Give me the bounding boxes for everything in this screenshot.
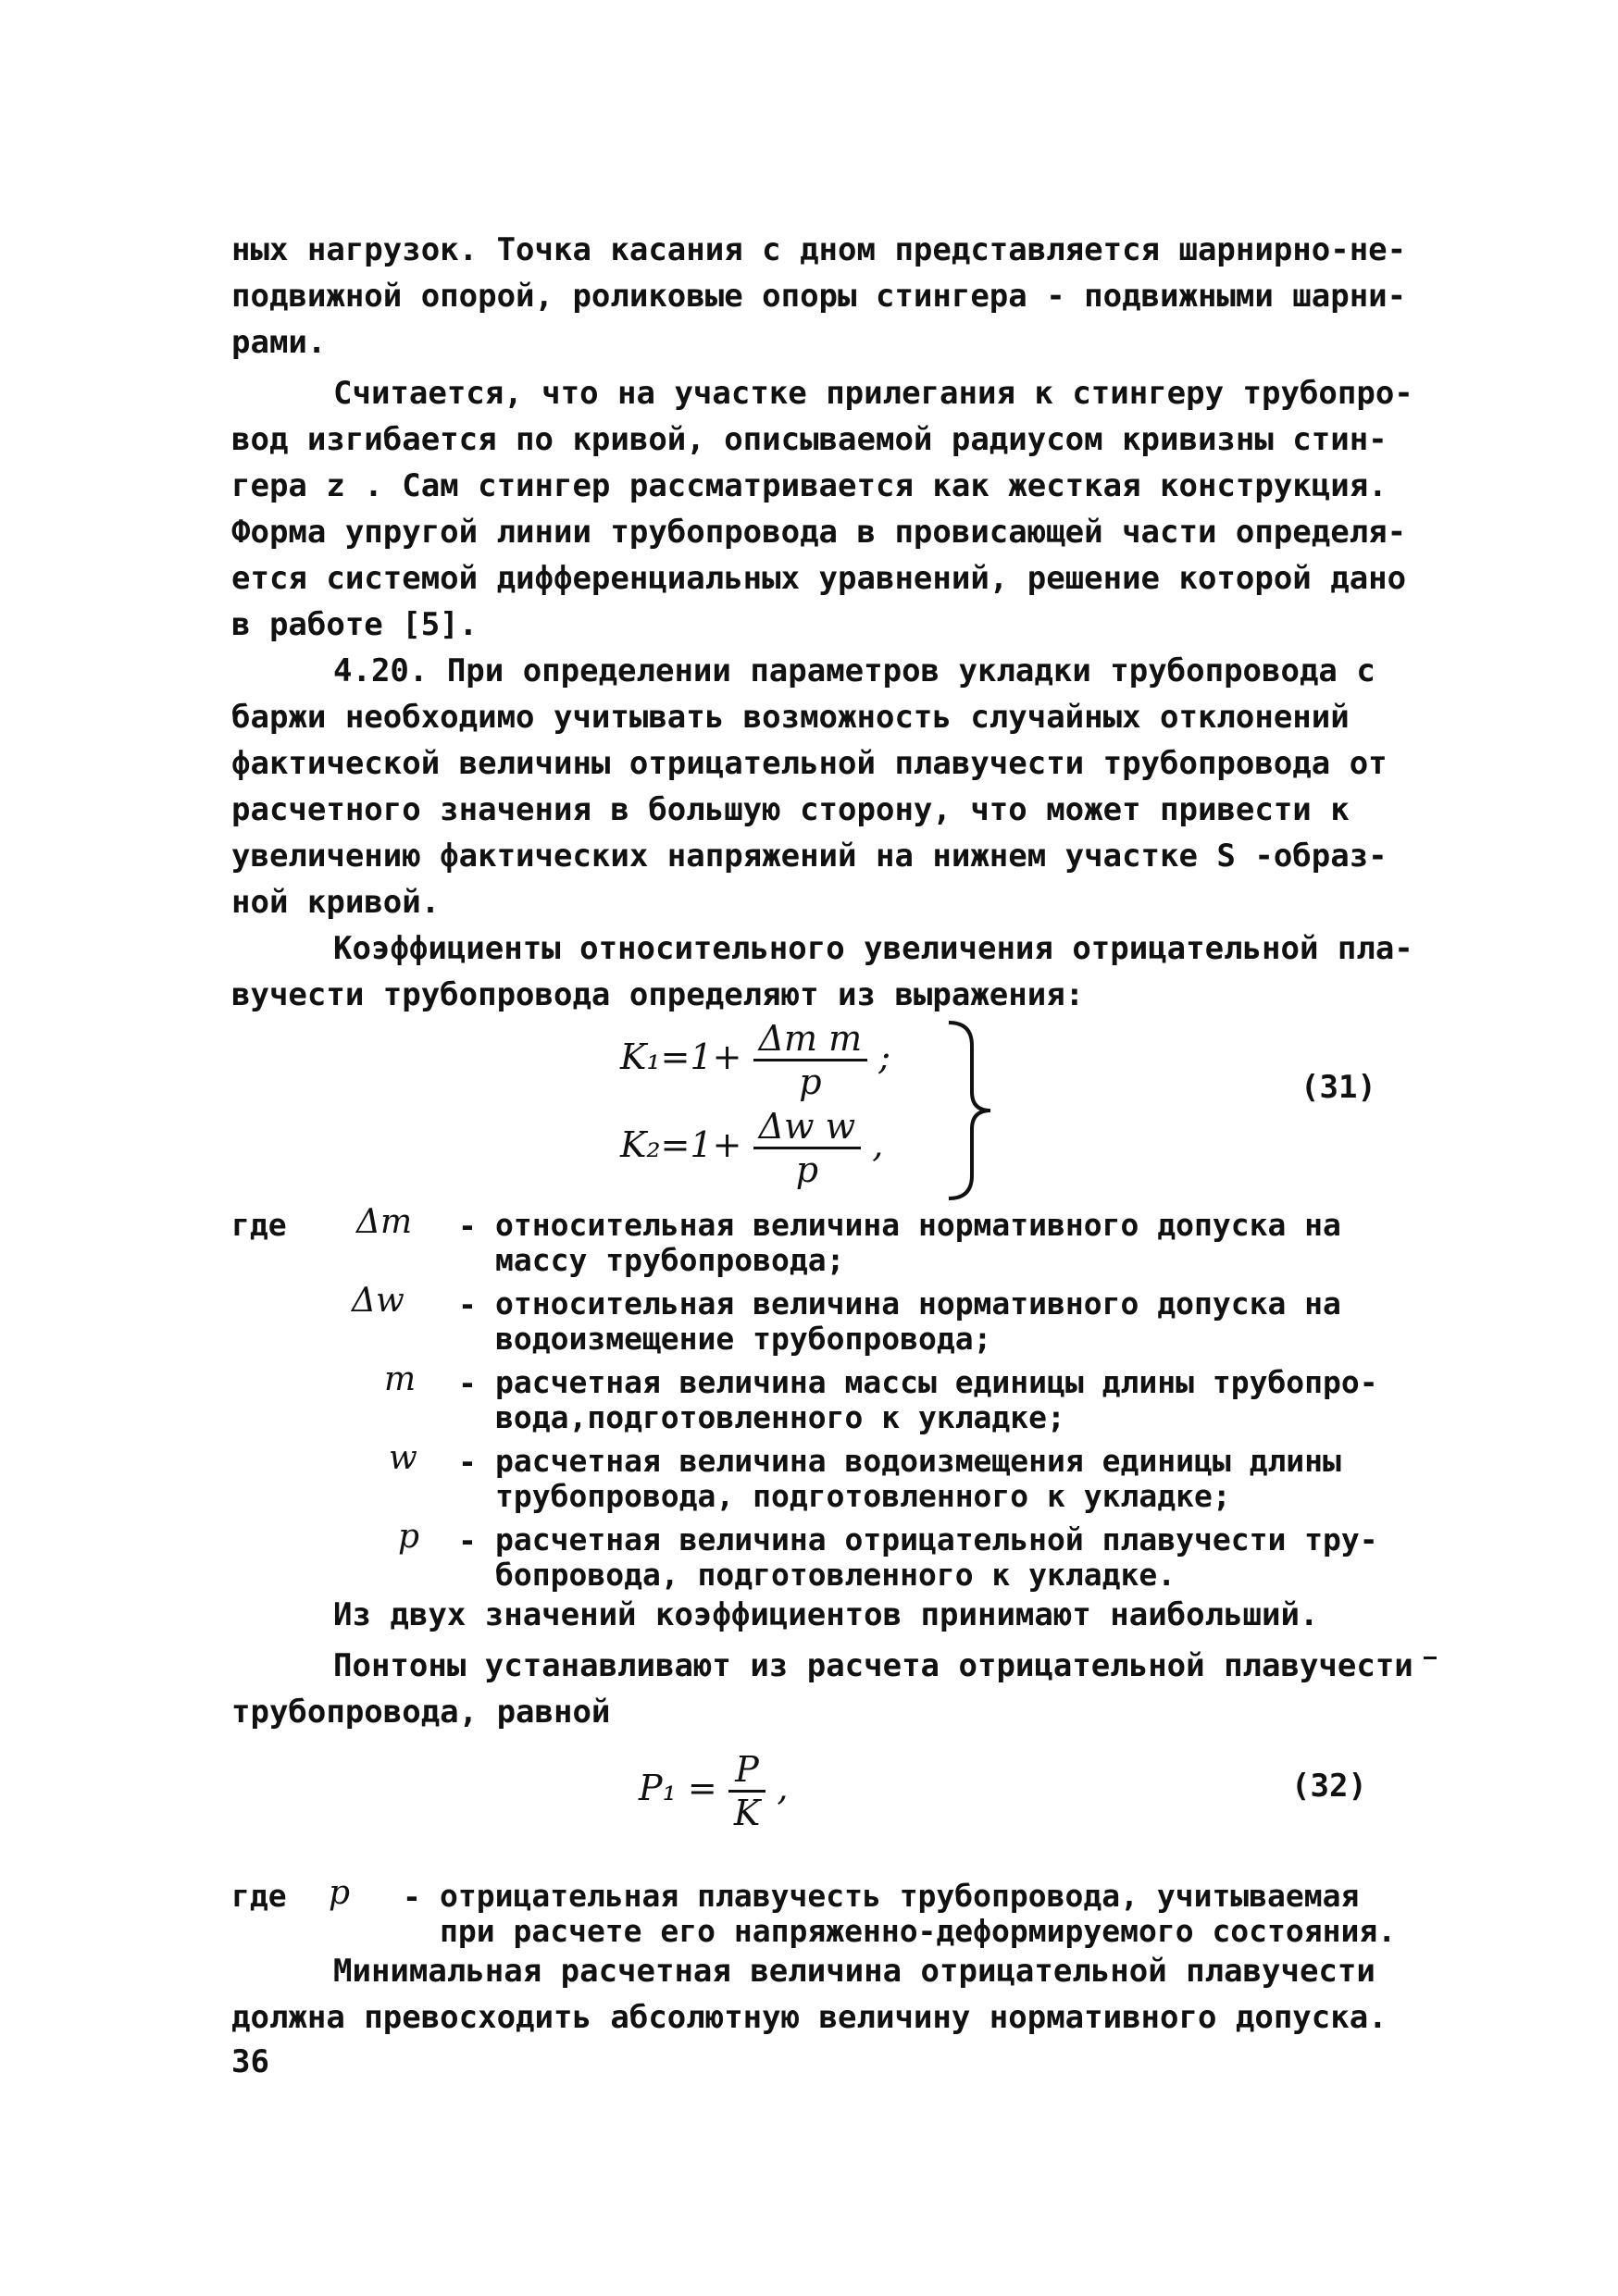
formula-31-k1 (620, 1018, 890, 1102)
page-number: 36 (231, 2043, 269, 2080)
text-line: при расчете его напряженно-деформируемого состояния. (440, 1913, 1397, 1949)
text-line: массу трубопровода; (495, 1242, 845, 1278)
text-line: баржи необходимо учитывать возможность случайных отклонений (231, 699, 1350, 736)
paragraph-1 (231, 227, 1412, 366)
def-symbol-delta-m: Δm (356, 1203, 413, 1241)
def-symbol-m: m (384, 1360, 417, 1398)
k1-fraction (753, 1018, 868, 1102)
k1-lhs: K₁=1+ (620, 1036, 742, 1077)
text-line: ных нагрузок. Точка касания с дном представляется шарнирно-не- (231, 231, 1407, 268)
def-dash: - (458, 1444, 477, 1480)
text-line: водоизмещение трубопровода; (495, 1321, 992, 1357)
def-text-delta-w (495, 1286, 1421, 1357)
p1-fraction (728, 1749, 765, 1833)
p1-numerator: P (728, 1749, 765, 1793)
k1-numerator: Δm m (753, 1018, 868, 1061)
equation-number-31: (31) (1301, 1069, 1376, 1106)
def-text-m (495, 1365, 1421, 1435)
k2-numerator: Δw w (753, 1106, 862, 1149)
paragraph-2 (231, 370, 1412, 648)
where-label-32: где (231, 1878, 287, 1914)
text-line: относительная величина нормативного допуска на (495, 1207, 1341, 1243)
k2-fraction (753, 1106, 862, 1190)
formula-31-k2 (620, 1106, 883, 1190)
def-symbol-p: p (398, 1518, 420, 1556)
text-line: трубопровода, подготовленного к укладке; (495, 1478, 1231, 1514)
def-dash: - (458, 1208, 477, 1244)
p1-denominator: K (733, 1793, 761, 1833)
text-line: Коэффициенты относительного увеличения отрицательной пла- (333, 930, 1413, 967)
text-line: должна превосходить абсолютную величину нормативного допуска. (231, 1999, 1388, 2036)
text-line: Форма упругой линии трубопровода в провисающей части определя- (231, 514, 1407, 551)
def32-dash: - (403, 1879, 421, 1915)
k2-denominator: p (795, 1149, 819, 1190)
def-dash: - (458, 1522, 477, 1558)
p1-tail: , (777, 1768, 789, 1808)
def-symbol-delta-w: Δw (352, 1282, 404, 1320)
where-label: где (231, 1207, 287, 1243)
formula-32 (639, 1749, 788, 1833)
text-line: 4.20. При определении параметров укладки трубопровода с (333, 652, 1375, 689)
paragraph-3 (231, 648, 1412, 925)
text-line: ется системой дифференциальных уравнений, решение которой дано (231, 560, 1407, 597)
text-line: фактической величины отрицательной плавучести трубопровода от (231, 745, 1388, 782)
text-line: ной кривой. (231, 884, 441, 921)
text-line: Считается, что на участке прилегания к стингеру трубопро- (333, 375, 1413, 412)
text-line: в работе [5]. (231, 606, 479, 643)
text-line: увеличению фактических напряжений на нижнем участке S -образ- (231, 838, 1388, 875)
text-line: отрицательная плавучесть трубопровода, учитываемая (440, 1878, 1360, 1914)
paragraph-pontoons (231, 1643, 1412, 1735)
paragraph-4 (231, 925, 1412, 1018)
def-text-w (495, 1444, 1421, 1514)
curly-brace-icon (944, 1018, 1000, 1203)
text-line: Минимальная расчетная величина отрицательной плавучести (333, 1953, 1375, 1990)
text-line: Понтоны устанавливают из расчета отрицательной плавучести (333, 1647, 1413, 1684)
text-line: вод изгибается по кривой, описываемой радиусом кривизны стин- (231, 421, 1388, 458)
text-line: вучести трубопровода определяют из выражения: (231, 976, 1085, 1013)
text-line: бопровода, подготовленного к укладке. (495, 1557, 1176, 1593)
paragraph-max-coefficient (231, 1592, 1412, 1638)
p1-lhs: P₁ = (639, 1768, 717, 1808)
text-line: гера z . Сам стингер рассматривается как жесткая конструкция. (231, 467, 1388, 504)
def-dash: - (458, 1286, 477, 1322)
text-line: вода,подготовленного к укладке; (495, 1399, 1065, 1435)
k2-tail: , (872, 1124, 884, 1165)
def32-text (440, 1879, 1421, 1949)
def-dash: - (458, 1365, 477, 1401)
def-text-delta-m (495, 1208, 1421, 1278)
text-line: расчетного значения в большую сторону, что может привести к (231, 791, 1350, 828)
def32-symbol-p: p (329, 1874, 351, 1912)
k1-tail: ; (878, 1036, 891, 1077)
text-line: Из двух значений коэффициентов принимают наибольший. (333, 1596, 1319, 1633)
text-line: расчетная величина водоизмещения единицы длины (495, 1443, 1341, 1479)
text-line: трубопровода, равной (231, 1694, 611, 1731)
text-line: относительная величина нормативного допуска на (495, 1285, 1341, 1322)
k1-denominator: p (799, 1061, 822, 1102)
def-symbol-w: w (389, 1439, 417, 1477)
text-line: расчетная величина отрицательной плавучести тру- (495, 1521, 1378, 1558)
text-line: расчетная величина массы единицы длины трубопро- (495, 1364, 1378, 1400)
text-line: рами. (231, 324, 327, 361)
paragraph-final (231, 1948, 1412, 2041)
text-line: подвижной опорой, роликовые опоры стингера - подвижными шарни- (231, 278, 1407, 315)
def-text-p (495, 1522, 1421, 1593)
equation-number-32: (32) (1291, 1768, 1367, 1805)
margin-mark (1424, 1657, 1437, 1659)
k2-lhs: K₂=1+ (620, 1124, 742, 1165)
